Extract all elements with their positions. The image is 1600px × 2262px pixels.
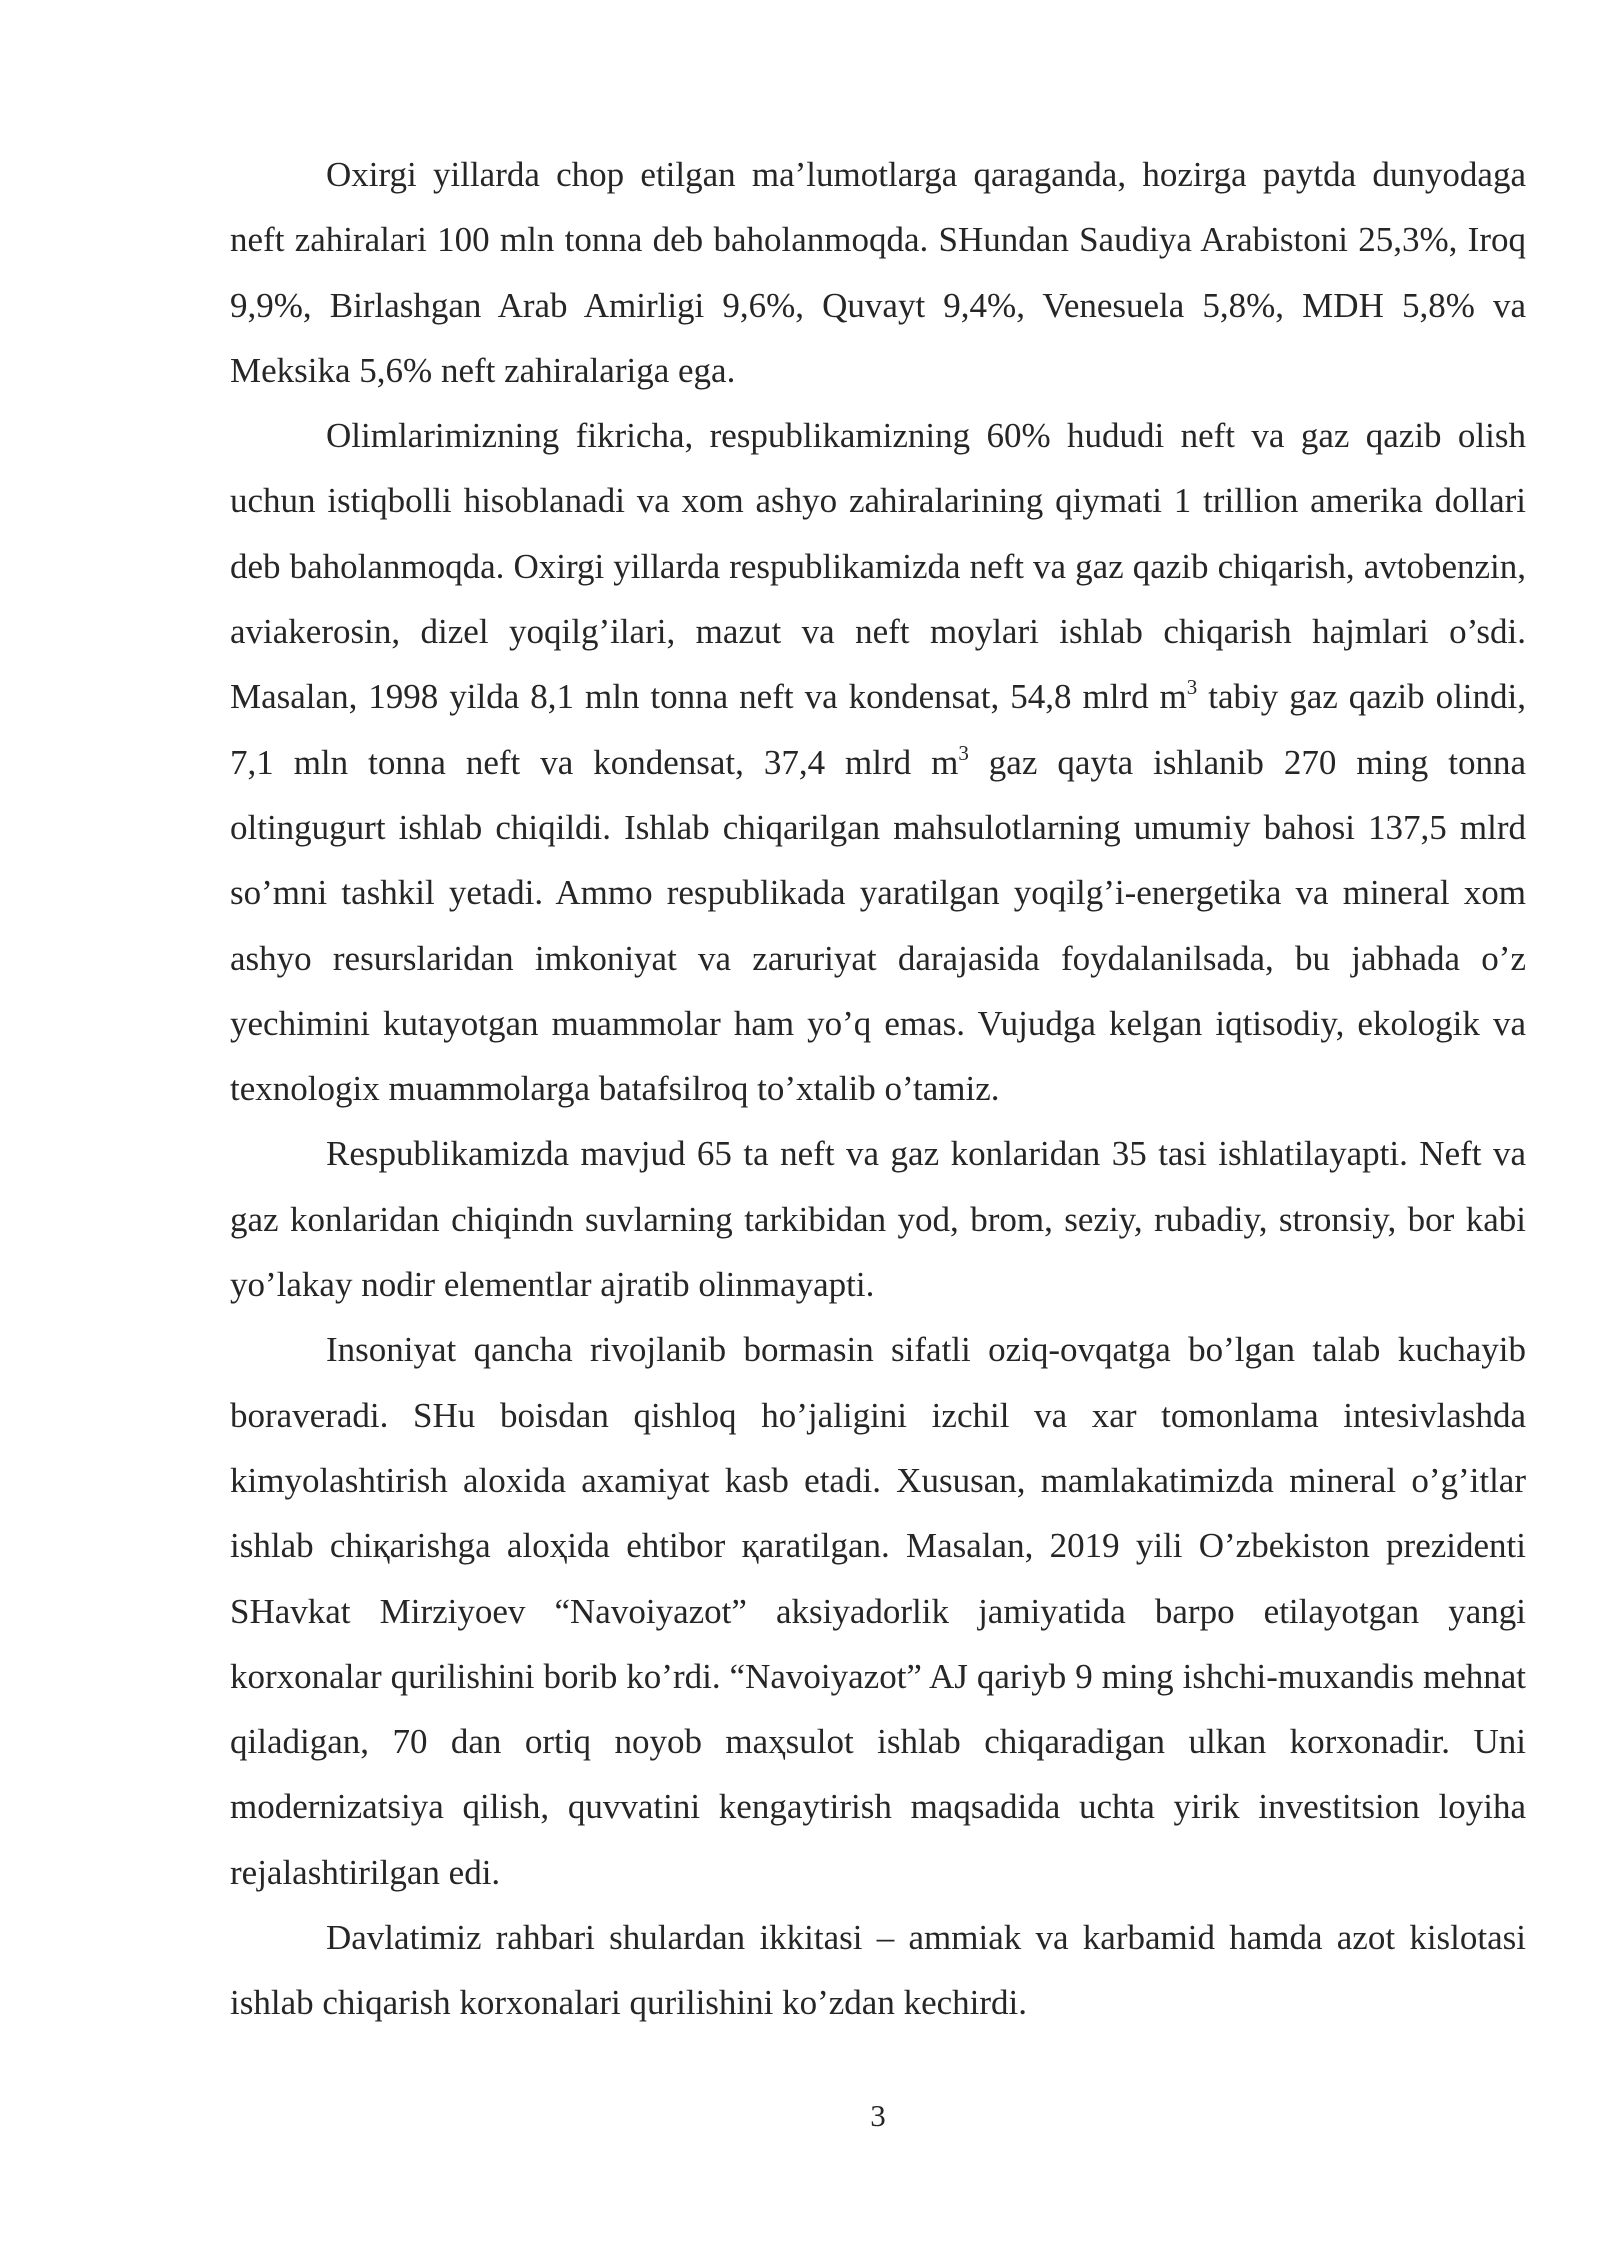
superscript-cubic: 3 xyxy=(1186,675,1198,700)
paragraph-deposits xyxy=(230,1121,1526,1317)
paragraph-text: Olimlarimizning fikricha, respublikamizning 60% hududi neft va gaz qazib olish uchun istiqbolli hisoblanadi va xom ashyo zahiralarining qiymati 1 trillion amerika dollari deb baholanmoqda. Oxirgi yillarda respublikamizda neft va gaz qazib chiqarish, avtobenzin, aviakerosin, dizel yoqilg’ilari, mazut va neft moylari ishlab chiqarish hajmlari o’sdi. Masalan, 1998 yilda 8,1 mln tonna neft va kondensat, 54,8 mlrd m xyxy=(230,416,1526,717)
page-number: 3 xyxy=(870,2098,886,2133)
paragraph-text: gaz qayta ishlanib 270 ming tonna oltingugurt ishlab chiqildi. Ishlab chiqarilgan mahsulotlarning umumiy bahosi 137,5 mlrd so’mni tashkil yetadi. Ammo respublikada yaratilgan yoqilg’i-energetika va mineral xom ashyo resurslaridan imkoniyat va zaruriyat darajasida foydalanilsada, bu jabhada o’z yechimini kutayotgan muammolar ham yo’q emas. Vujudga kelgan iqtisodiy, ekologik va texnologix muammolarga batafsilroq to’xtalib o’tamiz. xyxy=(230,742,1526,1109)
paragraph-text: Oxirgi yillarda chop etilgan ma’lumotlarga qaraganda, hozirga paytda dunyodaga neft zahiralari 100 mln tonna deb baholanmoqda. SHundan Saudiya Arabistoni 25,3%, Iroq 9,9%, Birlashgan Arab Amirligi 9,6%, Quvayt 9,4%, Venesuela 5,8%, MDH 5,8% va Meksika 5,6% neft zahiralariga ega. xyxy=(230,155,1526,390)
paragraph-president-visit xyxy=(230,1905,1526,2036)
paragraph-oil-reserves xyxy=(230,142,1526,403)
paragraph-text: tabiy gaz qazib olindi, 7,1 mln tonna neft va kondensat, 37,4 mlrd m xyxy=(230,677,1526,782)
paragraph-fertilizers xyxy=(230,1317,1526,1905)
paragraph-text: Respublikamizda mavjud 65 ta neft va gaz konlaridan 35 tasi ishlatilayapti. Neft va gaz konlaridan chiqindn suvlarning tarkibidan yod, brom, seziy, rubadiy, stronsiy, bor kabi yo’lakay nodir elementlar ajratib olinmayapti. xyxy=(230,1134,1526,1305)
paragraph-text: Davlatimiz rahbari shulardan ikkitasi – ammiak va karbamid hamda azot kislotasi ishlab chiqarish korxonalari qurilishini ko’zdan kechirdi. xyxy=(230,1918,1526,2023)
paragraph-text: Insoniyat qancha rivojlanib bormasin sifatli oziq-ovqatga bo’lgan talab kuchayib boraveradi. SHu boisdan qishloq ho’jaligini izchil va xar tomonlama intesivlashda kimyolashtirish aloxida axamiyat kasb etadi. Xususan, mamlakatimizda mineral o’g’itlar ishlab chiқarishga aloҳida ehtibor қaratilgan. Masalan, 2019 yili O’zbekiston prezidenti SHavkat Mirziyoev “Navoiyazot” aksiyadorlik jamiyatida barpo etilayotgan yangi korxonalar qurilishini borib ko’rdi. “Navoiyazot” AJ qariyb 9 ming ishchi-muxandis mehnat qiladigan, 70 dan ortiq noyob maҳsulot ishlab chiqaradigan ulkan korxonadir. Uni modernizatsiya qilish, quvvatini kengaytirish maqsadida uchta yirik investitsion loyiha rejalashtirilgan edi. xyxy=(230,1330,1526,1892)
superscript-cubic: 3 xyxy=(958,740,969,765)
paragraph-republic-oil-gas xyxy=(230,403,1526,1121)
document-body xyxy=(230,142,1526,2036)
